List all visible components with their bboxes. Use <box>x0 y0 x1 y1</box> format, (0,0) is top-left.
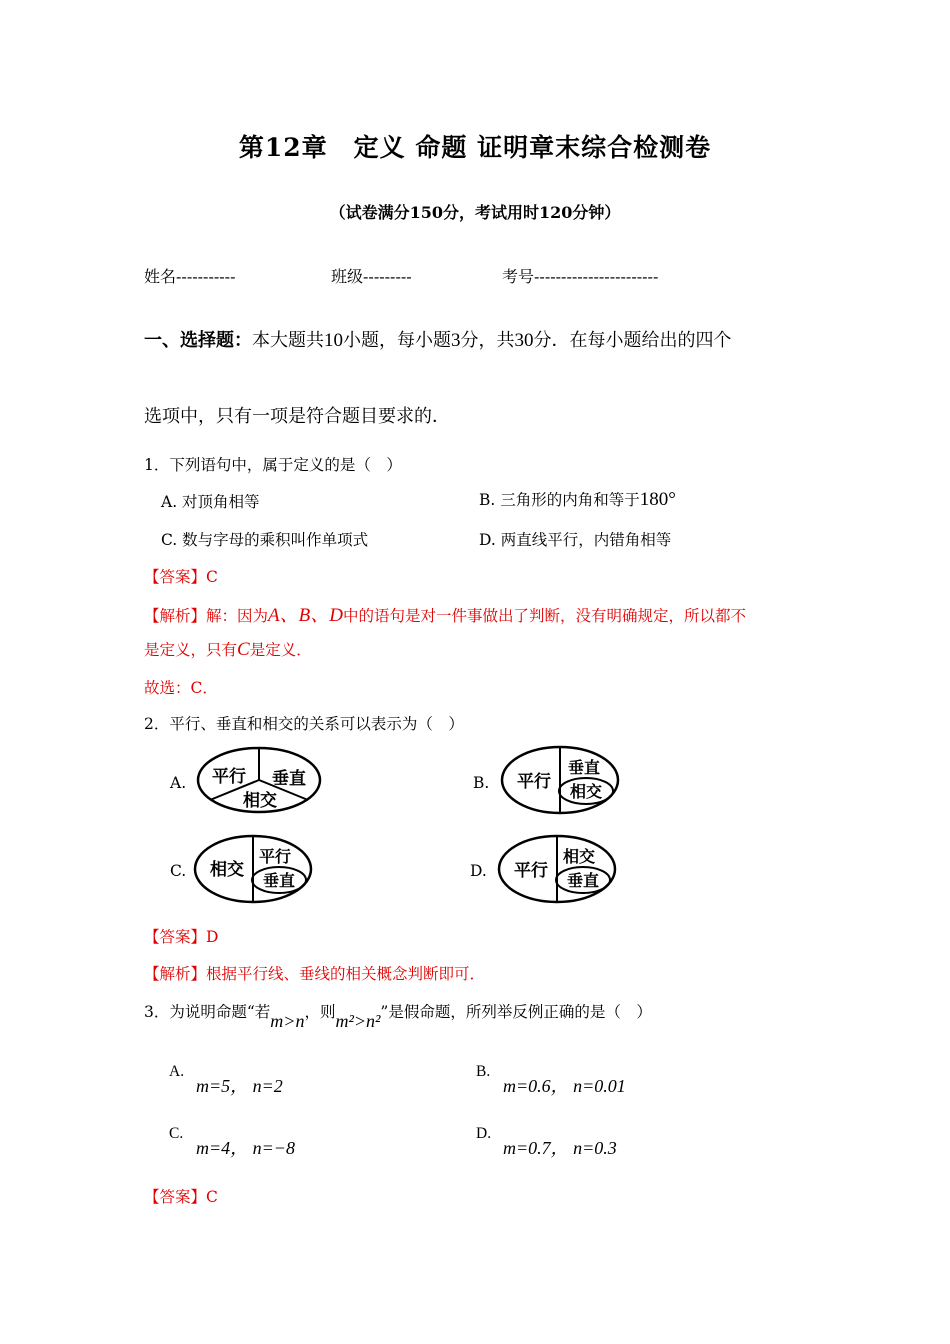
q2b-intersect: 相交 <box>569 782 603 801</box>
q2d-perpendicular: 垂直 <box>566 871 600 890</box>
q3-answer: 【答案】C <box>144 1188 218 1206</box>
q1-analysis-d: 是定义． <box>249 641 312 659</box>
q2-answer: 【答案】D <box>144 928 219 946</box>
q1-option-d: D. 两直线平行，内错角相等 <box>479 531 672 549</box>
q3-stem-b: ，则 <box>304 1003 336 1021</box>
q3-option-d-m: m=0.7， <box>503 1138 569 1158</box>
q1-analysis-c: 是定义，只有 <box>144 641 238 659</box>
q3-option-a <box>196 1072 283 1098</box>
q2-label-d: D. <box>470 862 487 880</box>
q3-cond1: m>n <box>270 1011 305 1031</box>
q2-diagram-a <box>196 746 322 814</box>
q1-option-b-math: 180° <box>639 489 676 510</box>
q2-diagram-b <box>500 744 624 816</box>
q1-answer: 【答案】C <box>144 568 218 586</box>
q2-label-c: C. <box>170 862 187 880</box>
q1-option-a: A. 对顶角相等 <box>161 493 260 511</box>
page-title: 第12章 定义 命题 证明章末综合检测卷 <box>238 133 712 162</box>
q2d-intersect: 相交 <box>562 847 596 866</box>
q3-label-c: C. <box>169 1125 184 1142</box>
section-intro-line2: 选项中，只有一项是符合题目要求的． <box>144 406 450 427</box>
section-text-a: 本大题共 <box>252 330 324 351</box>
points-total: 30 <box>514 330 534 351</box>
q1-analysis-line2 <box>144 638 312 661</box>
q1-option-b <box>479 488 676 511</box>
q3-option-b-m: m=0.6， <box>503 1076 569 1096</box>
q1-analysis-a: 解：因为 <box>206 607 269 625</box>
q2c-parallel: 平行 <box>258 847 292 866</box>
q1-choose: 故选：C． <box>144 679 218 697</box>
q3-option-b-n: n=0.01 <box>573 1076 626 1096</box>
section-text-d: 分．在每小题给出的四个 <box>533 330 732 351</box>
name-field: 姓名----------- <box>144 267 236 286</box>
q1-analysis-cvar: C <box>237 639 250 660</box>
q2d-parallel: 平行 <box>514 861 548 881</box>
q3-option-d <box>503 1134 617 1160</box>
q2-label-a: A. <box>170 774 187 792</box>
section-heading: 一、选择题： <box>144 330 252 351</box>
q3-option-c-n: n=−8 <box>252 1138 295 1158</box>
q1-analysis-label: 【解析】 <box>144 607 207 625</box>
section-text-c: 分，共 <box>460 330 515 351</box>
q3-stem <box>144 1000 652 1031</box>
q2-stem: 2．平行、垂直和相交的关系可以表示为（ ） <box>144 715 464 733</box>
q3-label-d: D. <box>476 1125 492 1142</box>
q1-analysis-b: 中的语句是对一件事做出了判断，没有明确规定，所以都不 <box>342 607 746 625</box>
q3-option-a-m: m=5， <box>196 1076 249 1096</box>
exam-no-field: 考号----------------------- <box>502 267 659 286</box>
q2-label-b: B. <box>473 774 490 792</box>
q3-stem-c: ”是假命题，所列举反例正确的是（ ） <box>380 1003 652 1021</box>
q1-analysis <box>144 600 746 627</box>
q1-analysis-abd: A、B、D <box>268 605 343 626</box>
q3-option-a-n: n=2 <box>252 1076 283 1096</box>
section-text-b: 小题，每小题 <box>343 330 451 351</box>
q3-label-b: B. <box>476 1063 491 1080</box>
q2c-perpendicular: 垂直 <box>262 871 296 890</box>
q2b-parallel: 平行 <box>517 772 551 792</box>
q2c-intersect: 相交 <box>210 860 244 880</box>
q3-option-c-m: m=4， <box>196 1138 249 1158</box>
page-subtitle: （试卷满分150分，考试用时120分钟） <box>329 203 621 222</box>
q3-option-c <box>196 1134 295 1160</box>
points-each: 3 <box>451 330 461 351</box>
question-count: 10 <box>324 330 343 351</box>
q2a-parallel: 平行 <box>212 767 246 787</box>
q2-diagram-c <box>193 833 317 905</box>
q2a-intersect: 相交 <box>243 791 277 811</box>
q3-option-d-n: n=0.3 <box>573 1138 617 1158</box>
q3-stem-a: 3．为说明命题“若 <box>144 1003 271 1021</box>
class-field: 班级--------- <box>331 267 412 286</box>
q3-option-b <box>503 1072 626 1098</box>
q2b-perpendicular: 垂直 <box>567 758 601 777</box>
q1-stem: 1．下列语句中，属于定义的是（ ） <box>144 456 402 474</box>
q1-option-c: C. 数与字母的乘积叫作单项式 <box>161 531 369 549</box>
section-intro <box>144 326 732 352</box>
q1-option-b-text: B. 三角形的内角和等于 <box>479 491 640 509</box>
q3-cond2: m²>n² <box>335 1011 381 1031</box>
q2-analysis: 【解析】根据平行线、垂线的相关概念判断即可． <box>144 965 486 983</box>
q2-diagram-d <box>497 833 621 905</box>
q2a-perpendicular: 垂直 <box>272 769 306 789</box>
q3-label-a: A. <box>169 1063 185 1080</box>
